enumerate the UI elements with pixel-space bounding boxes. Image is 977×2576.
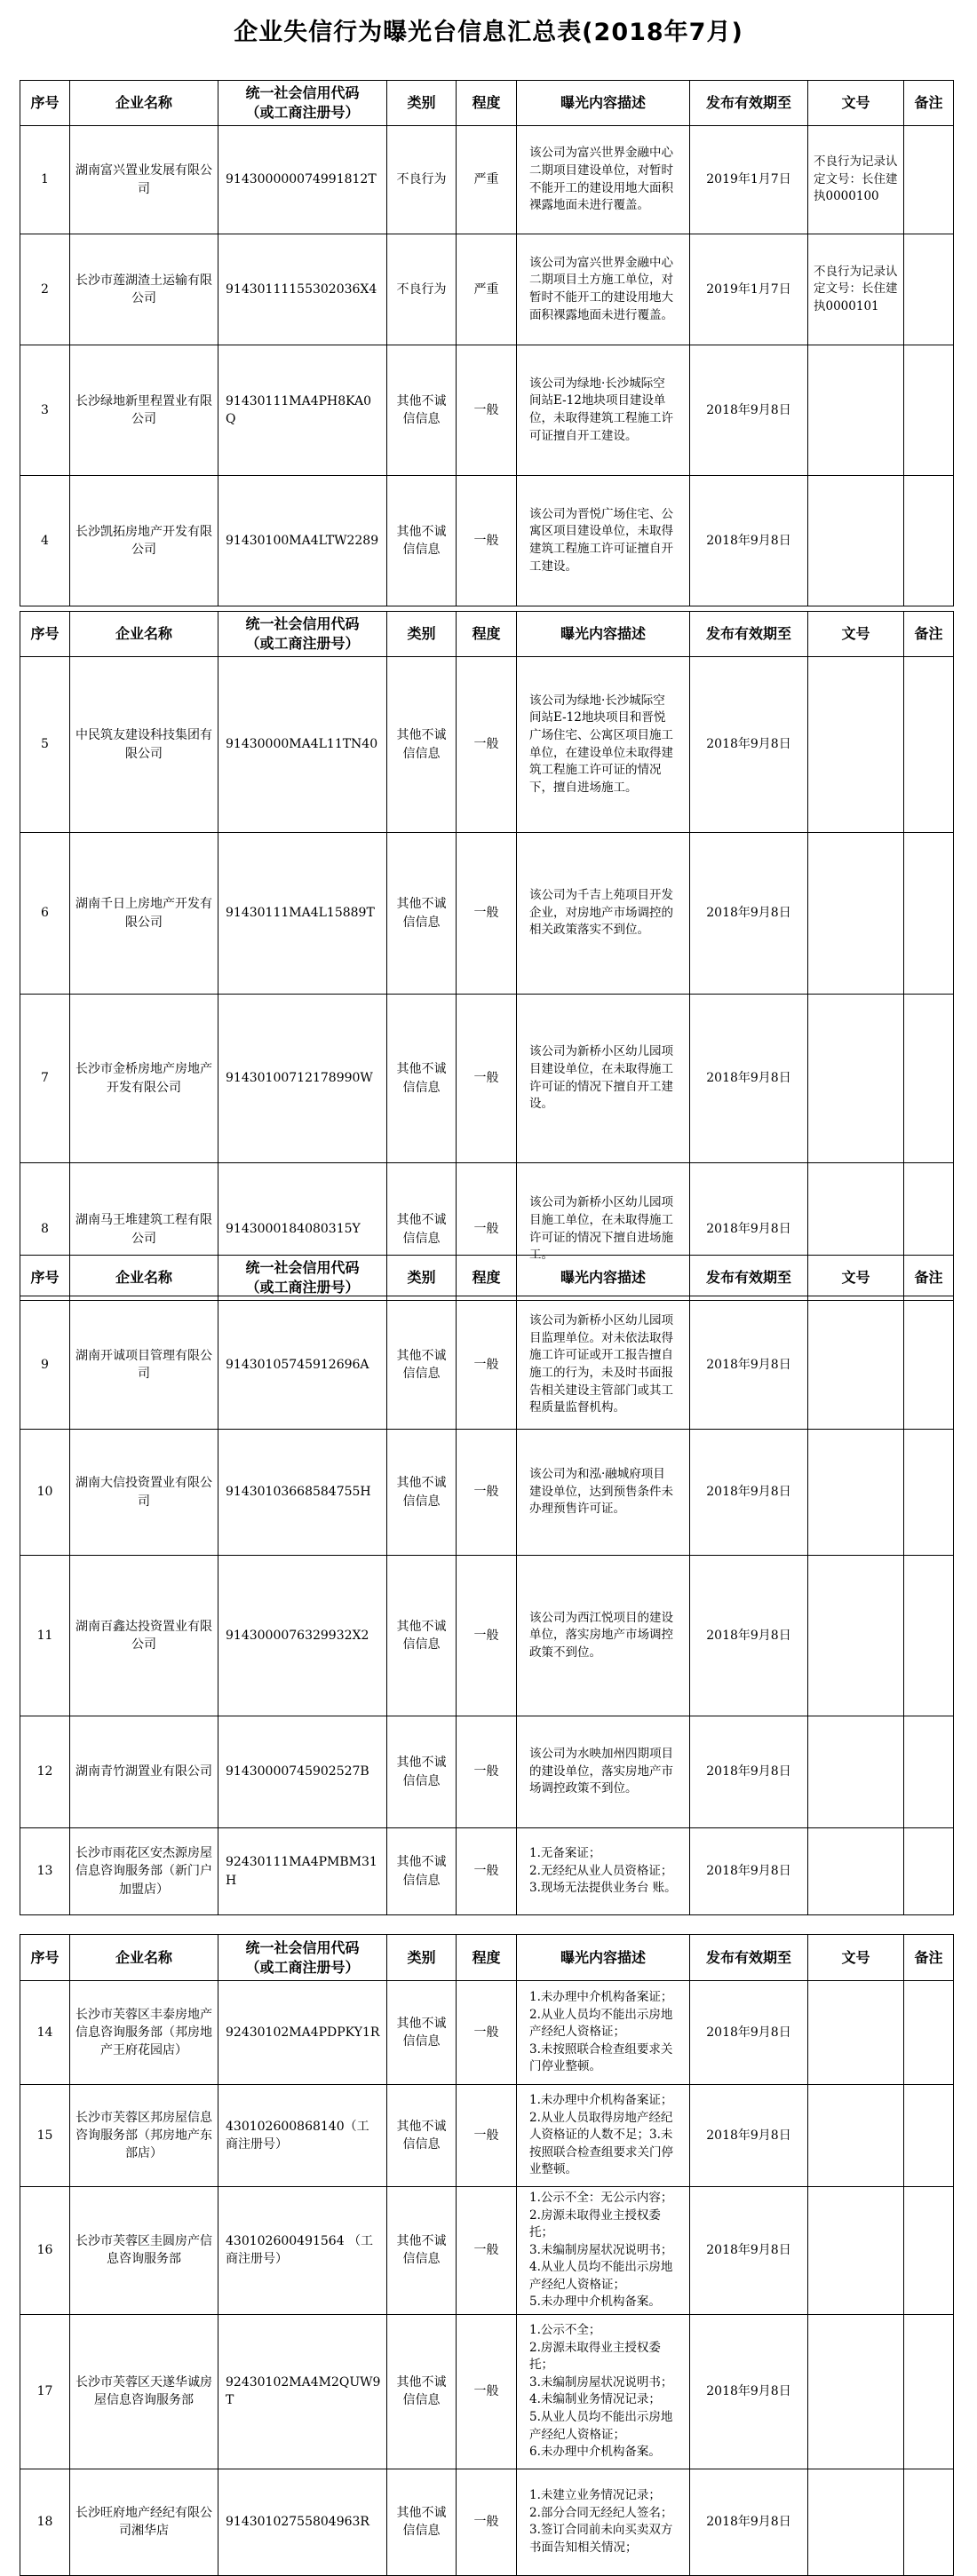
description-line: 1.公示不全：无公示内容； xyxy=(529,2191,673,2205)
category: 其他不诚信信息 xyxy=(387,476,457,606)
category: 其他不诚信信息 xyxy=(387,1163,457,1296)
description-line: 6.未办理中介机构备案。 xyxy=(529,2445,661,2460)
credit-code: 914300007632993​2X2 xyxy=(218,1556,387,1716)
severity-level: 一般 xyxy=(457,1301,517,1430)
exposure-description xyxy=(517,657,690,833)
remark xyxy=(904,2314,954,2469)
category: 其他不诚信信息 xyxy=(387,2469,457,2575)
company-name: 长沙凯拓房地产开发有限公司 xyxy=(70,476,218,606)
description-line: 该公司为富兴世界金融中心二期项目土方施工单位，对暂时不能开工的建设用地大面积裸露地面未进行覆盖。 xyxy=(529,255,673,322)
description-line: 5.从业人员均不能出示房地产经纪人资格证； xyxy=(529,2410,673,2442)
header-code xyxy=(218,612,387,657)
severity-level: 一般 xyxy=(457,657,517,833)
header-name: 企业名称 xyxy=(70,1256,218,1301)
remark xyxy=(904,995,954,1163)
company-name: 长沙绿地新里程置业有限公司 xyxy=(70,345,218,476)
table-row xyxy=(20,126,954,234)
document-number: 不良行为记录认定文号：长住建执0000100 xyxy=(808,126,904,234)
description-line: 该公司为绿地·长沙城际空间站E-12地块项目和晋悦广场住宅、公寓区项目施工单位，在建设单位未取得建筑工程施工许可证的情况下，擅自进场施工。 xyxy=(529,693,673,795)
disclosure-table-page-1 xyxy=(20,80,954,606)
category: 不良行为 xyxy=(387,234,457,345)
company-name: 湖南大信投资置业有限公司 xyxy=(70,1430,218,1556)
description-line: 3.现场无法提供业务台 账。 xyxy=(529,1881,677,1896)
company-name: 长沙市芙蓉区邦房屋信息咨询服务部（邦房地产东部店） xyxy=(70,2085,218,2187)
table-row xyxy=(20,2085,954,2187)
table-header-row xyxy=(20,1935,954,1981)
valid-until-date: 2018年9月8日 xyxy=(690,657,808,833)
row-number: 2 xyxy=(20,234,70,345)
description-line: 1.未建立业务情况记录； xyxy=(529,2488,661,2503)
document-number xyxy=(808,1828,904,1915)
header-level: 程度 xyxy=(457,1256,517,1301)
credit-code: 9143000184080315Y xyxy=(218,1163,387,1296)
category: 其他不诚信信息 xyxy=(387,1430,457,1556)
document-number xyxy=(808,1301,904,1430)
exposure-description xyxy=(517,1430,690,1556)
table-row xyxy=(20,1556,954,1716)
table-row xyxy=(20,1430,954,1556)
valid-until-date: 2018年9月8日 xyxy=(690,1828,808,1915)
valid-until-date: 2018年9月8日 xyxy=(690,1301,808,1430)
page-title: 企业失信行为曝光台信息汇总表(2018年7月) xyxy=(234,19,743,46)
valid-until-date: 2018年9月8日 xyxy=(690,1981,808,2085)
valid-until-date: 2018年9月8日 xyxy=(690,995,808,1163)
severity-level: 一般 xyxy=(457,833,517,995)
category: 其他不诚信信息 xyxy=(387,2187,457,2315)
document-number xyxy=(808,1430,904,1556)
category: 其他不诚信信息 xyxy=(387,1301,457,1430)
table-row xyxy=(20,1301,954,1430)
description-line: 该公司为富兴世界金融中心二期项目建设单位，对暂时不能开工的建设用地大面积裸露地面未进行覆盖。 xyxy=(529,146,673,213)
valid-until-date: 2018年9月8日 xyxy=(690,1716,808,1828)
exposure-description xyxy=(517,833,690,995)
credit-code: 914301057459126​96A xyxy=(218,1301,387,1430)
header-remark: 备注 xyxy=(904,81,954,126)
row-number: 8 xyxy=(20,1163,70,1296)
row-number: 1 xyxy=(20,126,70,234)
severity-level: 一般 xyxy=(457,1981,517,2085)
table-row xyxy=(20,657,954,833)
description-line: 该公司为绿地·长沙城际空间站E-12地块项目建设单位，未取得建筑工程施工许可证擅自开工建设。 xyxy=(529,376,673,443)
remark xyxy=(904,657,954,833)
exposure-description xyxy=(517,1556,690,1716)
remark xyxy=(904,2187,954,2315)
severity-level: 一般 xyxy=(457,995,517,1163)
company-name: 长沙市芙蓉区圭圆房产信息咨询服务部 xyxy=(70,2187,218,2315)
header-remark: 备注 xyxy=(904,1256,954,1301)
exposure-description xyxy=(517,234,690,345)
document-number: 不良行为记录认定文号：长住建执0000101 xyxy=(808,234,904,345)
header-date: 发布有效期至 xyxy=(690,1256,808,1301)
document-number xyxy=(808,2314,904,2469)
header-code-line1: 统一社会信用代码 xyxy=(245,84,360,102)
description-line: 2.从业人员取得房地产经纪人资格证的人数不足；3.未按照联合检查组要求关门停业整顿。 xyxy=(529,2110,673,2177)
header-date: 发布有效期至 xyxy=(690,1935,808,1981)
description-line: 2.无经纪从业人员资格证； xyxy=(529,1863,673,1878)
table-row xyxy=(20,833,954,995)
exposure-description xyxy=(517,995,690,1163)
header-doc: 文号 xyxy=(808,1256,904,1301)
row-number: 7 xyxy=(20,995,70,1163)
remark xyxy=(904,2085,954,2187)
header-desc: 曝光内容描述 xyxy=(517,1935,690,1981)
company-name: 长沙市莲湖渣土运输有限公司 xyxy=(70,234,218,345)
valid-until-date: 2019年1月7日 xyxy=(690,126,808,234)
valid-until-date: 2018年9月8日 xyxy=(690,1556,808,1716)
severity-level: 一般 xyxy=(457,1716,517,1828)
disclosure-table-page-4 xyxy=(20,1934,954,2576)
header-category: 类别 xyxy=(387,1256,457,1301)
row-number: 13 xyxy=(20,1828,70,1915)
category: 其他不诚信信息 xyxy=(387,2085,457,2187)
severity-level: 一般 xyxy=(457,2469,517,2575)
row-number: 17 xyxy=(20,2314,70,2469)
remark xyxy=(904,2469,954,2575)
valid-until-date: 2018年9月8日 xyxy=(690,2314,808,2469)
description-line: 2.从业人员均不能出示房地产经纪人资格证； xyxy=(529,2007,673,2040)
remark xyxy=(904,476,954,606)
header-code-line2: （或工商注册号） xyxy=(245,104,360,121)
document-number xyxy=(808,476,904,606)
header-code-line1: 统一社会信用代码 xyxy=(245,615,360,633)
remark xyxy=(904,1430,954,1556)
header-desc: 曝光内容描述 xyxy=(517,81,690,126)
description-line: 2.部分合同无经纪人签名； xyxy=(529,2505,673,2520)
company-name: 湖南富兴置业发展有限公司 xyxy=(70,126,218,234)
remark xyxy=(904,1556,954,1716)
header-date: 发布有效期至 xyxy=(690,81,808,126)
row-number: 15 xyxy=(20,2085,70,2187)
category: 其他不诚信信息 xyxy=(387,1556,457,1716)
header-level: 程度 xyxy=(457,1935,517,1981)
severity-level: 严重 xyxy=(457,234,517,345)
exposure-description xyxy=(517,1981,690,2085)
exposure-description xyxy=(517,126,690,234)
severity-level: 一般 xyxy=(457,2187,517,2315)
description-line: 3.签订合同前未向买卖双方书面告知相关情况； xyxy=(529,2523,673,2555)
category: 其他不诚信信息 xyxy=(387,1981,457,2085)
severity-level: 一般 xyxy=(457,1163,517,1296)
header-remark: 备注 xyxy=(904,1935,954,1981)
table-row xyxy=(20,995,954,1163)
remark xyxy=(904,1828,954,1915)
description-line: 1.公示不全； xyxy=(529,2323,601,2338)
description-line: 该公司为新桥小区幼儿园项目建设单位，在未取得施工许可证的情况下擅自开工建设。 xyxy=(529,1044,673,1112)
exposure-description xyxy=(517,476,690,606)
severity-level: 一般 xyxy=(457,2314,517,2469)
row-number: 9 xyxy=(20,1301,70,1430)
credit-code: 91430000745902527B xyxy=(218,1716,387,1828)
company-name: 长沙市金桥房地产房地产开发有限公司 xyxy=(70,995,218,1163)
valid-until-date: 2018年9月8日 xyxy=(690,1430,808,1556)
header-code-line2: （或工商注册号） xyxy=(245,1958,360,1976)
credit-code: 91430100712178990W xyxy=(218,995,387,1163)
credit-code: 92430111MA4PMBM31H xyxy=(218,1828,387,1915)
exposure-description xyxy=(517,2187,690,2315)
remark xyxy=(904,234,954,345)
exposure-description xyxy=(517,345,690,476)
table-row xyxy=(20,1828,954,1915)
description-line: 4.从业人员均不能出示房地产经纪人资格证； xyxy=(529,2260,673,2292)
exposure-description xyxy=(517,2469,690,2575)
severity-level: 一般 xyxy=(457,476,517,606)
header-name: 企业名称 xyxy=(70,612,218,657)
document-number xyxy=(808,1556,904,1716)
severity-level: 一般 xyxy=(457,345,517,476)
header-date: 发布有效期至 xyxy=(690,612,808,657)
row-number: 18 xyxy=(20,2469,70,2575)
exposure-description xyxy=(517,1828,690,1915)
description-line: 4.未编制业务情况记录； xyxy=(529,2392,661,2407)
description-line: 1.无备案证； xyxy=(529,1846,601,1861)
document-number xyxy=(808,2469,904,2575)
category: 其他不诚信信息 xyxy=(387,2314,457,2469)
severity-level: 一般 xyxy=(457,2085,517,2187)
description-line: 2.房源未取得业主授权委托； xyxy=(529,2207,661,2240)
credit-code: 91430000MA4L11TN40 xyxy=(218,657,387,833)
remark xyxy=(904,1981,954,2085)
header-num: 序号 xyxy=(20,1256,70,1301)
document-number xyxy=(808,345,904,476)
exposure-description xyxy=(517,2085,690,2187)
company-name: 长沙市芙蓉区天遂华诚房屋信息咨询服务部 xyxy=(70,2314,218,2469)
table-header-row xyxy=(20,81,954,126)
row-number: 10 xyxy=(20,1430,70,1556)
exposure-description xyxy=(517,1716,690,1828)
document-number xyxy=(808,1981,904,2085)
table-row xyxy=(20,2187,954,2315)
table-row xyxy=(20,1981,954,2085)
credit-code: 91430111MA4L15889T xyxy=(218,833,387,995)
row-number: 11 xyxy=(20,1556,70,1716)
remark xyxy=(904,1716,954,1828)
description-line: 3.未编制房屋状况说明书； xyxy=(529,2374,673,2390)
category: 其他不诚信信息 xyxy=(387,657,457,833)
header-doc: 文号 xyxy=(808,1935,904,1981)
document-number xyxy=(808,833,904,995)
valid-until-date: 2018年9月8日 xyxy=(690,476,808,606)
credit-code: 9143010366858475​5H xyxy=(218,1430,387,1556)
valid-until-date: 2018年9月8日 xyxy=(690,1163,808,1296)
row-number: 12 xyxy=(20,1716,70,1828)
credit-code: 92430102MA4M2QUW9T xyxy=(218,2314,387,2469)
company-name: 湖南百鑫达投资置业有限公司 xyxy=(70,1556,218,1716)
header-category: 类别 xyxy=(387,612,457,657)
header-code xyxy=(218,1256,387,1301)
company-name: 湖南马王堆建筑工程有限公司 xyxy=(70,1163,218,1296)
valid-until-date: 2018年9月8日 xyxy=(690,833,808,995)
category: 其他不诚信信息 xyxy=(387,833,457,995)
header-level: 程度 xyxy=(457,612,517,657)
header-num: 序号 xyxy=(20,612,70,657)
remark xyxy=(904,126,954,234)
row-number: 16 xyxy=(20,2187,70,2315)
company-name: 湖南千日上房地产开发有限公司 xyxy=(70,833,218,995)
document-number xyxy=(808,2085,904,2187)
exposure-description xyxy=(517,1301,690,1430)
header-desc: 曝光内容描述 xyxy=(517,612,690,657)
credit-code: 914300000074991812T xyxy=(218,126,387,234)
header-code-line2: （或工商注册号） xyxy=(245,635,360,652)
category: 其他不诚信信息 xyxy=(387,995,457,1163)
header-name: 企业名称 xyxy=(70,81,218,126)
header-remark: 备注 xyxy=(904,612,954,657)
row-number: 5 xyxy=(20,657,70,833)
table-row xyxy=(20,345,954,476)
row-number: 4 xyxy=(20,476,70,606)
remark xyxy=(904,1301,954,1430)
valid-until-date: 2018年9月8日 xyxy=(690,2085,808,2187)
credit-code: 91430111MA4PH8KA0Q xyxy=(218,345,387,476)
severity-level: 一般 xyxy=(457,1430,517,1556)
description-line: 该公司为千吉上苑项目开发企业，对房地产市场调控的相关政策落实不到位。 xyxy=(529,888,673,938)
description-line: 该公司为水映加州四期项目的建设单位，落实房地产市场调控政策不到位。 xyxy=(529,1747,673,1796)
credit-code: 91430102755804963R xyxy=(218,2469,387,2575)
document-number xyxy=(808,995,904,1163)
severity-level: 一般 xyxy=(457,1556,517,1716)
header-num: 序号 xyxy=(20,1935,70,1981)
header-code xyxy=(218,81,387,126)
table-header-row xyxy=(20,612,954,657)
header-level: 程度 xyxy=(457,81,517,126)
company-name: 长沙旺府地产经纪有限公司湘华店 xyxy=(70,2469,218,2575)
remark xyxy=(904,833,954,995)
category: 其他不诚信信息 xyxy=(387,345,457,476)
severity-level: 严重 xyxy=(457,126,517,234)
disclosure-table-page-3 xyxy=(20,1255,954,1915)
header-category: 类别 xyxy=(387,81,457,126)
header-doc: 文号 xyxy=(808,81,904,126)
header-code-line1: 统一社会信用代码 xyxy=(245,1259,360,1277)
category: 其他不诚信信息 xyxy=(387,1828,457,1915)
company-name: 长沙市雨花区安杰源房屋信息咨询服务部（新门户加盟店） xyxy=(70,1828,218,1915)
row-number: 14 xyxy=(20,1981,70,2085)
header-category: 类别 xyxy=(387,1935,457,1981)
document-number xyxy=(808,2187,904,2315)
credit-code: 92430102MA4PDPKY1R xyxy=(218,1981,387,2085)
category: 其他不诚信信息 xyxy=(387,1716,457,1828)
header-code-line1: 统一社会信用代码 xyxy=(245,1938,360,1956)
table-row xyxy=(20,2469,954,2575)
description-line: 该公司为新桥小区幼儿园项目监理单位。对未依法取得施工许可证或开工报告擅自施工的行为，未及时书面报告相关建设主管部门或其工程质量监督机构。 xyxy=(529,1313,673,1415)
credit-code: 91430111155302036X4 xyxy=(218,234,387,345)
credit-code: 430102600868140（工商注册号） xyxy=(218,2085,387,2187)
description-line: 该公司为西江悦项目的建设单位，落实房地产市场调控政策不到位。 xyxy=(529,1610,673,1660)
row-number: 6 xyxy=(20,833,70,995)
description-line: 该公司为新桥小区幼儿园项目施工单位，在未取得施工许可证的情况下擅自进场施工。 xyxy=(529,1195,673,1263)
header-code-line2: （或工商注册号） xyxy=(245,1279,360,1296)
table-row xyxy=(20,2314,954,2469)
description-line: 1.未办理中介机构备案证； xyxy=(529,1990,673,2005)
valid-until-date: 2018年9月8日 xyxy=(690,2187,808,2315)
description-line: 1.未办理中介机构备案证； xyxy=(529,2093,673,2108)
valid-until-date: 2018年9月8日 xyxy=(690,2469,808,2575)
description-line: 3.未编制房屋状况说明书； xyxy=(529,2242,673,2257)
row-number: 3 xyxy=(20,345,70,476)
description-line: 2.房源未取得业主授权委托； xyxy=(529,2340,661,2373)
document-number xyxy=(808,657,904,833)
credit-code: 430102600491564 （工商注册号） xyxy=(218,2187,387,2315)
header-doc: 文号 xyxy=(808,612,904,657)
valid-until-date: 2018年9月8日 xyxy=(690,345,808,476)
header-code xyxy=(218,1935,387,1981)
company-name: 中民筑友建设科技集团有限公司 xyxy=(70,657,218,833)
company-name: 长沙市芙蓉区丰泰房地产信息咨询服务部（邦房地产王府花园店） xyxy=(70,1981,218,2085)
category: 不良行为 xyxy=(387,126,457,234)
table-row xyxy=(20,476,954,606)
header-num: 序号 xyxy=(20,81,70,126)
exposure-description xyxy=(517,2314,690,2469)
description-line: 5.未办理中介机构备案。 xyxy=(529,2295,661,2310)
company-name: 湖南开诚项目管理有限公司 xyxy=(70,1301,218,1430)
remark xyxy=(904,345,954,476)
severity-level: 一般 xyxy=(457,1828,517,1915)
description-line: 该公司为晋悦广场住宅、公寓区项目建设单位，未取得建筑工程施工许可证擅自开工建设。 xyxy=(529,506,673,574)
table-row xyxy=(20,1716,954,1828)
description-line: 该公司为和泓·融城府项目建设单位，达到预售条件未办理预售许可证。 xyxy=(529,1467,673,1517)
document-number xyxy=(808,1716,904,1828)
credit-code: 91430100MA4LTW2289 xyxy=(218,476,387,606)
table-row xyxy=(20,234,954,345)
table-header-row xyxy=(20,1256,954,1301)
description-line: 3.未按照联合检查组要求关门停业整顿。 xyxy=(529,2041,673,2074)
valid-until-date: 2019年1月7日 xyxy=(690,234,808,345)
disclosure-table-page-2 xyxy=(20,611,954,1296)
company-name: 湖南青竹湖置业有限公司 xyxy=(70,1716,218,1828)
header-name: 企业名称 xyxy=(70,1935,218,1981)
header-desc: 曝光内容描述 xyxy=(517,1256,690,1301)
